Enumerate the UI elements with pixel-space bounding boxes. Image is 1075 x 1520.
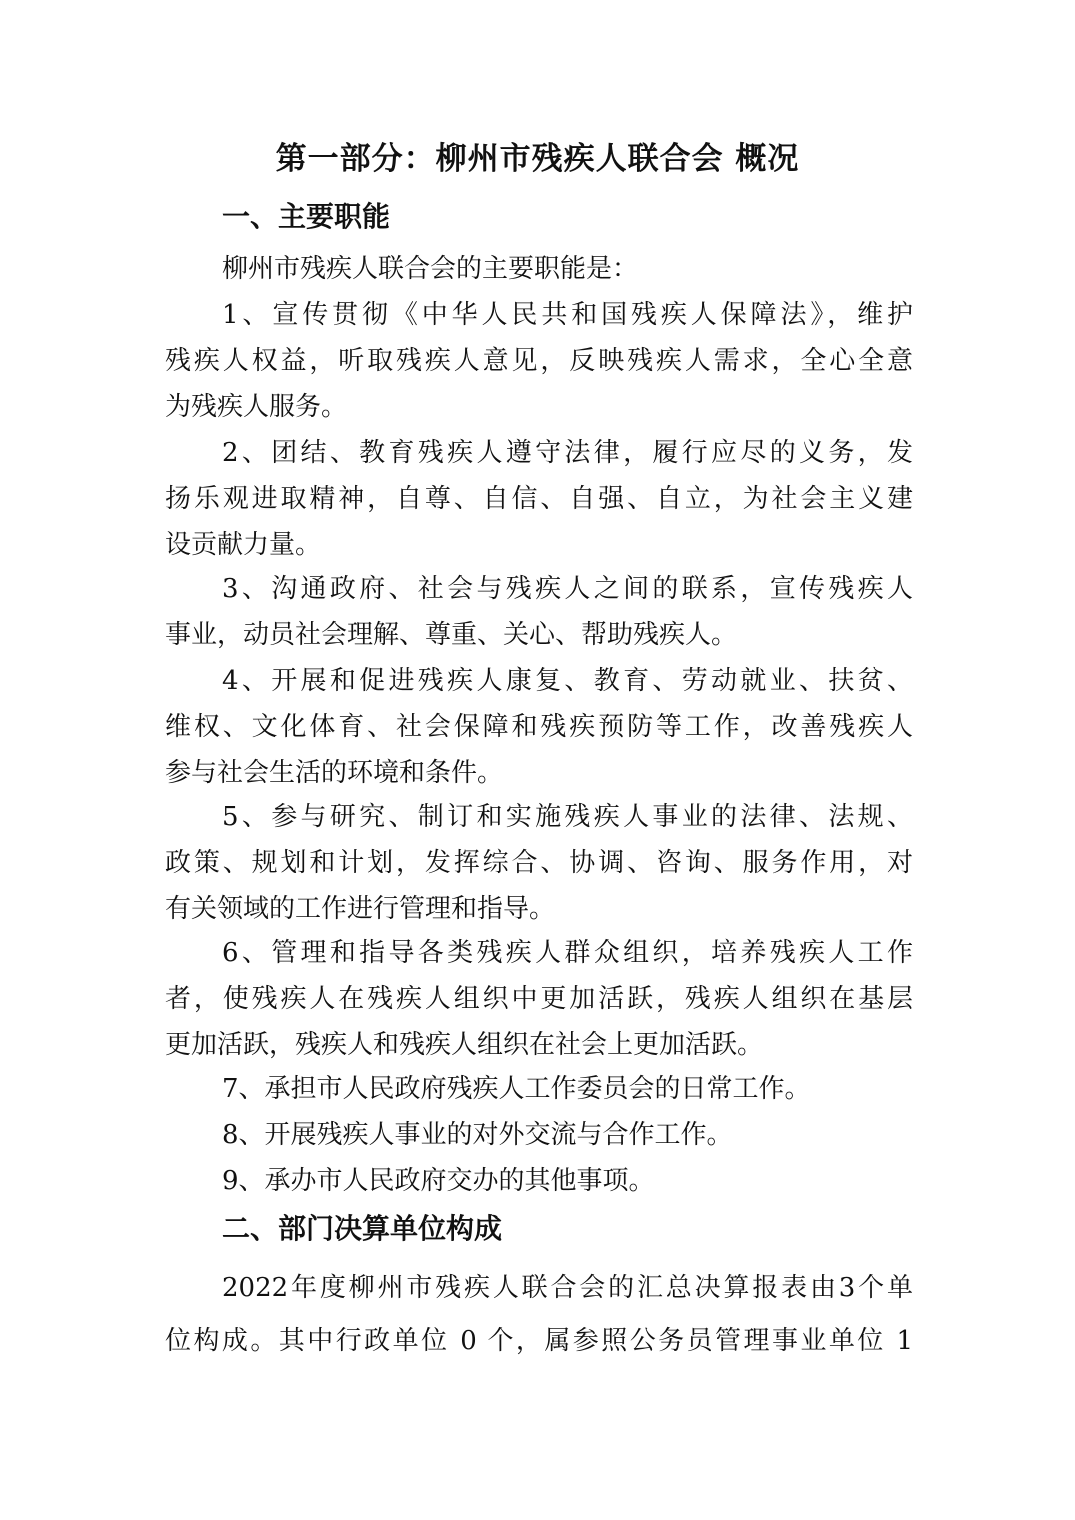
function-item-9: 9、承办市人民政府交办的其他事项。 (222, 1166, 655, 1196)
function-item-7: 7、承担市人民政府残疾人工作委员会的日常工作。 (222, 1074, 811, 1104)
function-item-4-line-2: 维权、文化体育、社会保障和残疾预防等工作，改善残疾人 (165, 712, 913, 742)
function-item-4-line-1: 4、开展和促进残疾人康复、教育、劳动就业、扶贫、 (222, 666, 913, 696)
function-item-2-line-2: 扬乐观进取精神，自尊、自信、自强、自立，为社会主义建 (165, 484, 913, 514)
document-title: 第一部分：柳州市残疾人联合会 概况 (275, 141, 800, 177)
function-item-3-line-1: 3、沟通政府、社会与残疾人之间的联系，宣传残疾人 (222, 574, 913, 604)
function-item-1-line-3: 为残疾人服务。 (165, 392, 348, 422)
function-item-6-line-1: 6、管理和指导各类残疾人群众组织，培养残疾人工作 (222, 938, 913, 968)
function-item-4-line-3: 参与社会生活的环境和条件。 (165, 758, 504, 788)
section-heading-main-functions: 一、主要职能 (222, 200, 391, 233)
function-item-1-line-1: 1、宣传贯彻《中华人民共和国残疾人保障法》，维护 (222, 300, 913, 330)
function-item-6-line-3: 更加活跃，残疾人和残疾人组织在社会上更加活跃。 (165, 1030, 764, 1060)
function-item-1-line-2: 残疾人权益，听取残疾人意见，反映残疾人需求，全心全意 (165, 346, 913, 376)
function-item-5-line-3: 有关领域的工作进行管理和指导。 (165, 894, 556, 924)
function-item-5-line-2: 政策、规划和计划，发挥综合、协调、咨询、服务作用，对 (165, 848, 913, 878)
function-item-2-line-1: 2、团结、教育残疾人遵守法律，履行应尽的义务，发 (222, 438, 913, 468)
function-item-2-line-3: 设贡献力量。 (165, 530, 322, 560)
function-item-6-line-2: 者，使残疾人在残疾人组织中更加活跃，残疾人组织在基层 (165, 984, 913, 1014)
function-item-5-line-1: 5、参与研究、制订和实施残疾人事业的法律、法规、 (222, 802, 913, 832)
function-item-3-line-2: 事业，动员社会理解、尊重、关心、帮助残疾人。 (165, 620, 738, 650)
unit-composition-line-1: 2022年度柳州市残疾人联合会的汇总决算报表由3个单 (222, 1273, 913, 1303)
unit-composition-line-2: 位构成。其中行政单位 0 个，属参照公务员管理事业单位 1 (165, 1326, 913, 1356)
intro-paragraph: 柳州市残疾人联合会的主要职能是： (222, 254, 639, 284)
function-item-8: 8、开展残疾人事业的对外交流与合作工作。 (222, 1120, 733, 1150)
section-heading-unit-composition: 二、部门决算单位构成 (222, 1212, 503, 1245)
